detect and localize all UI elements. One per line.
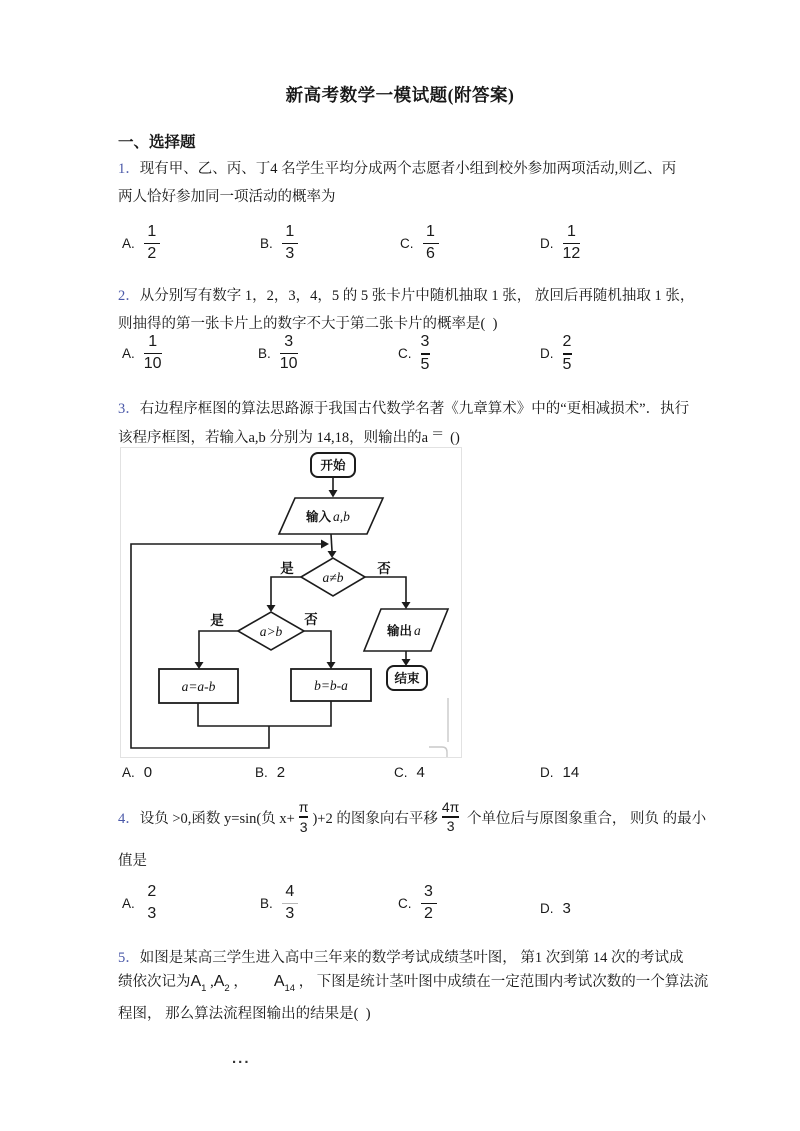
fraction-bar [563,353,572,355]
q3-option-b [255,764,285,781]
option-label: A. [122,896,135,912]
fraction-denominator: 5 [420,356,430,374]
continuation-dots: ... [232,1050,251,1067]
question-3-line-2: 该程序框图，若输入a,b 分别为 14,18，则输出的a ＝ () [118,426,460,446]
q3-option-a [122,764,152,781]
fraction-numerator: 1 [285,223,295,240]
flow-line [365,577,406,602]
fraction-numerator: 2 [147,883,157,900]
score-symbol: A [213,973,225,990]
input-vars: a,b [333,509,350,524]
section-header: 一、选择题 [118,134,196,151]
inline-fraction-4pi-3 [442,800,459,834]
score-symbol: A [190,973,202,990]
option-label: C. [400,236,414,252]
fraction-bar [421,903,437,905]
question-3-number: 3． [118,401,140,417]
subscript: 14 [284,983,296,994]
arrowhead [327,662,336,669]
subscript: 2 [224,983,230,994]
cond1-label: a≠b [322,570,344,585]
option-label: B. [258,346,271,362]
fraction [563,334,572,374]
question-5-line-3: 程图， 那么算法流程图输出的结果是( ) [118,1006,371,1022]
option-value: 14 [562,764,580,781]
question-5-number: 5． [118,950,140,966]
option-label: D. [540,236,554,252]
question-1-number: 1． [118,161,140,177]
option-value: 4 [416,764,425,781]
output-label: 输出 [387,624,413,638]
fraction-denominator: 5 [562,356,572,374]
option-label: A. [122,236,135,252]
question-2-number: 2． [118,288,140,304]
fraction [144,334,162,373]
option-label: B. [255,765,268,780]
fraction-bar [144,353,162,355]
arrowhead [267,605,276,612]
arrowhead [402,659,411,666]
question-2-line-2: 则抽得的第一张卡片上的数字不大于第二张卡片的概率是( ) [118,316,498,332]
arrowhead [321,540,329,549]
option-label: D. [540,765,554,780]
input-label: 输入 [306,510,332,524]
fraction-numerator: 1 [148,333,158,350]
flow-line [331,534,332,551]
q3-option-d [540,764,579,781]
no-label: 否 [377,561,391,576]
fraction-numerator: 4π [441,799,460,816]
yes-label: 是 [210,613,224,628]
option-value: 2 [276,764,286,781]
inline-fraction-pi-3 [299,800,309,835]
q1-option-d [540,224,580,263]
option-value: 0 [143,764,153,781]
fraction-denominator: 3 [285,245,295,263]
option-label: B. [260,236,273,252]
process-b-label: b=b-a [314,678,348,693]
question-1-line-2: 两人恰好参加同一项活动的概率为 [118,189,336,205]
fraction [563,224,581,263]
q4-option-c [398,884,437,923]
fraction-bar [299,816,308,818]
fraction [282,224,298,263]
fraction-bar [282,243,298,245]
option-label: D. [540,346,554,362]
option-label: C. [394,765,408,780]
q1-option-c [400,224,439,263]
option-value: 3 [562,899,571,917]
fraction-numerator: 1 [426,223,435,240]
fraction-denominator: 2 [147,245,157,263]
fraction-denominator: 12 [562,245,581,263]
question-4-number: 4． [118,810,140,827]
q2-option-d [540,334,572,374]
raised-equals: ＝ [431,426,445,441]
fraction-denominator: 3 [299,818,308,835]
fraction-denominator: 6 [426,245,435,263]
fraction-denominator: 2 [424,905,433,923]
option-label: C. [398,346,412,362]
option-label: C. [398,896,412,912]
q2-option-b [258,334,298,373]
flowchart-svg [121,448,461,757]
fraction [144,884,160,923]
merge-line [198,701,331,726]
q4-option-b [260,884,298,923]
q1-option-a [122,224,160,263]
question-4-line-1: 4． 设负 >0,函数 y=sin(负 x+ π 3 )+2 的图象向右平移 4π 3 个单位后与原图象重合， 则负 的最小 [118,798,707,835]
question-5-line-1: 5．如图是某高三学生进入高中三年来的数学考试成绩茎叶图， 第1 次到第 14 次的考试成 [118,950,684,966]
fraction-denominator: 3 [446,818,455,835]
fraction-numerator: 4 [285,883,295,900]
fraction-denominator: 10 [143,355,162,373]
fraction-denominator: 3 [147,905,157,923]
q4-option-a [122,884,160,923]
fraction [144,224,160,263]
option-label: A. [122,765,135,780]
yes-label: 是 [280,561,294,576]
score-symbol: A [273,973,285,990]
fraction-numerator: 3 [284,333,294,350]
fraction-bar [423,243,439,245]
fraction-numerator: 2 [562,333,572,350]
arrowhead [195,662,204,669]
arrowhead [329,490,338,498]
question-2-line-1: 2．从分别写有数字 1，2，3，4，5 的 5 张卡片中随机抽取 1 张， 放回后再随机抽取 1 张， [118,288,695,304]
q2-option-a [122,334,162,373]
flow-line [304,631,331,662]
option-label: B. [260,895,273,911]
fraction-bar [280,353,298,355]
question-5-line-2: 绩依次记为$A_1$ $,A_2$ ， $A_{14}$ ， 下图是统计茎叶图中成绩在一定范围内考试次数的一个算法流 [118,973,709,994]
question-4-line-2: 值是 [118,853,147,869]
fraction [421,334,430,374]
fraction-bar [144,243,160,245]
fraction [421,884,437,923]
fraction-bar [421,353,430,355]
flowchart-figure [120,447,462,758]
page-title: 新高考数学一模试题(附答案) [285,85,515,105]
end-label: 结束 [394,671,420,686]
arrowhead [402,602,411,609]
fraction-numerator: 1 [566,223,576,240]
option-label: D. [540,900,554,916]
fraction-numerator: π [298,798,309,815]
fraction-bar [282,903,298,904]
subscript: 1 [201,983,207,994]
q3-option-c [394,764,425,781]
question-3-line-1: 3．右边程序框图的算法思路源于我国古代数学名著《九章算术》中的“更相减损术”．执行 [118,401,690,417]
resize-artifact [429,698,448,757]
fraction-bar [144,903,160,905]
process-a-label: a=a-b [181,679,216,694]
fraction [423,224,439,263]
q4-option-d [540,884,571,932]
fraction-numerator: 1 [147,223,157,240]
cond2-label: a>b [259,624,283,639]
fraction [280,334,298,373]
output-var: a [414,623,421,638]
fraction-denominator: 3 [285,905,295,923]
fraction-denominator: 10 [279,355,298,373]
option-label: A. [122,346,135,362]
flow-line [271,577,301,605]
fraction-numerator: 3 [424,883,433,900]
q1-option-b [260,224,298,263]
no-label: 否 [304,612,318,627]
fraction [282,884,298,923]
fraction-bar [563,243,581,245]
question-1-line-1: 1．现有甲、乙、丙、丁4 名学生平均分成两个志愿者小组到校外参加两项活动,则乙、丙 [118,161,677,177]
q2-option-c [398,334,430,374]
fraction-numerator: 3 [420,333,430,350]
flow-line [199,631,238,662]
arrowhead [328,551,337,558]
start-label: 开始 [320,458,346,473]
